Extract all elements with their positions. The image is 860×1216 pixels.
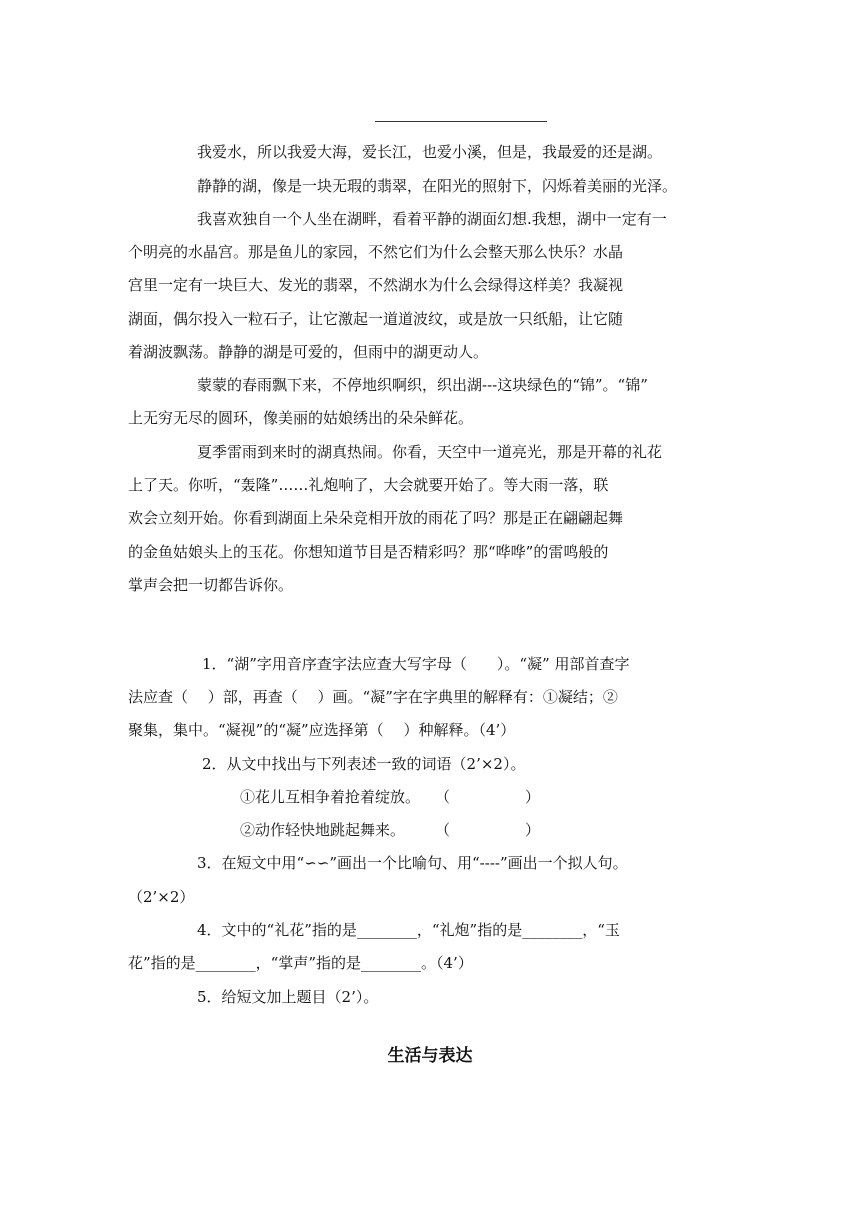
question-line: 花”指的是________，“掌声”指的是________。（4’） [128, 954, 473, 972]
question-line: 法应查（ ）部，再查（ ）画。“凝”字在字典里的解释有：①凝结；② [128, 688, 618, 706]
question-line: 1．“湖”字用音序查字法应查大写字母（ ）。“凝” 用部首查字 [202, 655, 630, 673]
passage-line: 掌声会把一切都告诉你。 [128, 576, 294, 594]
passage-line: 夏季雷雨到来时的湖真热闹。你看，天空中一道亮光，那是开幕的礼花 [197, 443, 663, 461]
question-line: 2．从文中找出与下列表述一致的词语（2’×2）。 [202, 755, 526, 773]
question-line: 5．给短文加上题目（2’）。 [197, 988, 379, 1006]
question-line: （2’×2） [128, 888, 195, 906]
title-blank-line [375, 121, 547, 122]
question-line: ②动作轻快地跳起舞来。 （ ） [240, 821, 541, 839]
question-line: 3．在短文中用“∽∽”画出一个比喻句、用“----”画出一个拟人句。 [197, 854, 628, 872]
passage-line: 上无穷无尽的圆环，像美丽的姑娘绣出的朵朵鲜花。 [128, 409, 474, 427]
passage-line: 湖面，偶尔投入一粒石子，让它激起一道道波纹，或是放一只纸船，让它随 [128, 310, 624, 328]
question-line: ①花儿互相争着抢着绽放。 （ ） [240, 788, 541, 806]
passage-line: 着湖波飘荡。静静的湖是可爱的，但雨中的湖更动人。 [128, 343, 489, 361]
question-line: 聚集，集中。“凝视”的“凝”应选择第（ ）种解释。（4’） [128, 721, 516, 739]
passage-line: 我喜欢独自一个人坐在湖畔，看着平静的湖面幻想.我想，湖中一定有一 [197, 210, 667, 228]
question-line: 4．文中的“礼花”指的是________，“礼炮”指的是________，“玉 [197, 921, 620, 939]
passage-line: 我爱水，所以我爱大海，爱长江，也爱小溪，但是，我最爱的还是湖。 [197, 143, 663, 161]
passage-line: 个明亮的水晶宫。那是鱼儿的家园，不然它们为什么会整天那么快乐？水晶 [128, 243, 624, 261]
passage-line: 欢会立刻开始。你看到湖面上朵朵竞相开放的雨花了吗？那是正在翩翩起舞 [128, 509, 624, 527]
section-heading: 生活与表达 [387, 1046, 473, 1066]
passage-line: 上了天。你听，“轰隆”……礼炮响了，大会就要开始了。等大雨一落，联 [128, 476, 609, 494]
passage-line: 静静的湖，像是一块无瑕的翡翠，在阳光的照射下，闪烁着美丽的光泽。 [197, 177, 678, 195]
passage-line: 宫里一定有一块巨大、发光的翡翠，不然湖水为什么会绿得这样美？我凝视 [128, 276, 624, 294]
passage-line: 蒙蒙的春雨飘下来，不停地织啊织，织出湖---这块绿色的“锦”。“锦” [197, 376, 648, 394]
passage-line: 的金鱼姑娘头上的玉花。你想知道节目是否精彩吗？那“哗哗”的雷鸣般的 [128, 543, 609, 561]
